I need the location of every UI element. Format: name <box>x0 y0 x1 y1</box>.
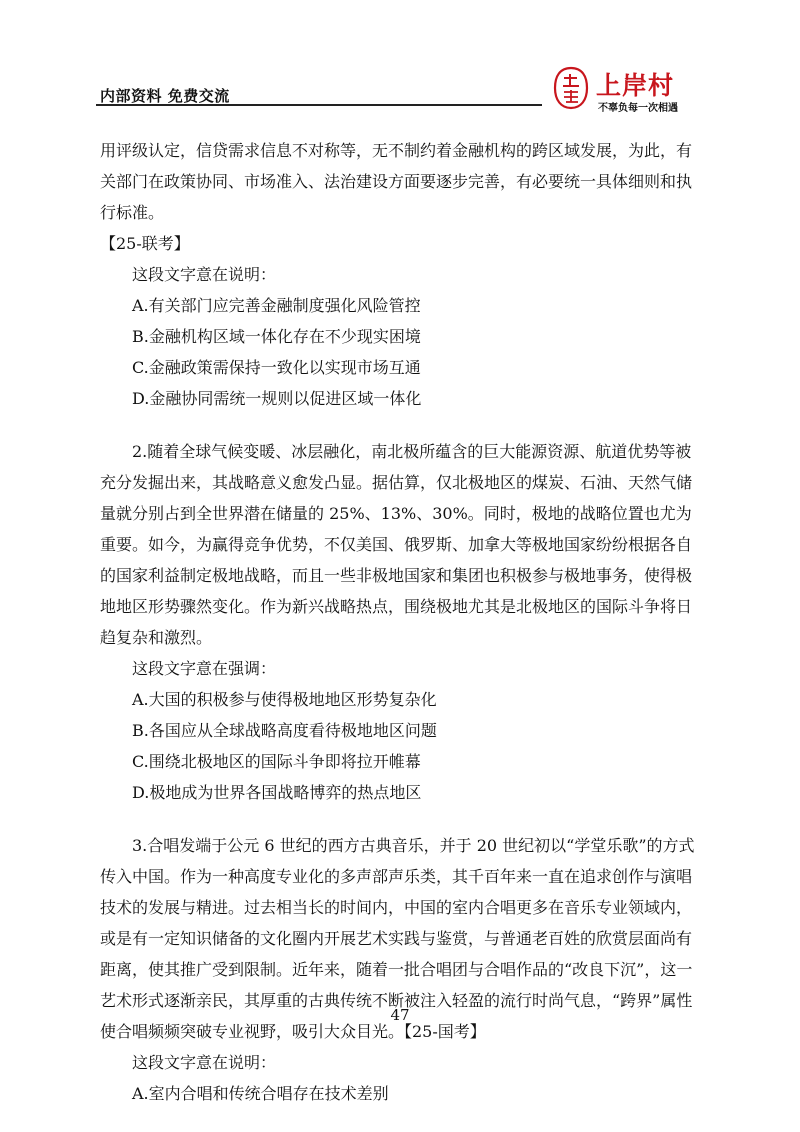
logo-slogan: 不辜负每一次相遇 <box>598 103 678 114</box>
passage-2-text: 2.随着全球气候变暖、冰层融化，南北极所蕴含的巨大能源资源、航道优势等被充分发掘出来，其战略意义愈发凸显。据估算，仅北极地区的煤炭、石油、天然气储量就分别占到全世界潜在储量的 25%、13%、30%。同时，极地的战略位置也尤为重要。如今，为赢得竞争优势，不仅美国、俄罗斯、加拿大等极地国家纷纷根据各自的国家利益制定极地战略，而且一些非极地国家和集团也积极参与极地事务，使得极地地区形势骤然变化。作为新兴战略热点，围绕极地尤其是北极地区的国际斗争将日趋复杂和激烈。 <box>100 442 693 647</box>
passage-2-option-d: D.极地成为世界各国战略博弈的热点地区 <box>132 783 422 802</box>
section-gap <box>100 808 706 830</box>
passage-1-option-d: D.金融协同需统一规则以促进区域一体化 <box>132 389 422 408</box>
header-rule <box>96 104 542 106</box>
page-number: 47 <box>390 1006 410 1024</box>
passage-2-option-c: C.围绕北极地区的国际斗争即将拉开帷幕 <box>132 752 421 771</box>
passage-2-option-a: A.大国的积极参与使得极地地区形势复杂化 <box>132 690 437 709</box>
passage-1-option-b: B.金融机构区域一体化存在不少现实困境 <box>132 327 421 346</box>
logo-name: 上岸村 <box>596 71 675 100</box>
passage-3-question: 这段文字意在说明： <box>132 1053 277 1072</box>
passage-1-option-a: A.有关部门应完善金融制度强化风险管控 <box>132 296 421 315</box>
passage-1-option-c: C.金融政策需保持一致化以实现市场互通 <box>132 358 421 377</box>
passage-2-question: 这段文字意在强调： <box>132 659 277 678</box>
passage-3-option-a: A.室内合唱和传统合唱存在技术差别 <box>132 1084 389 1103</box>
logo <box>552 66 712 116</box>
passage-1-question: 这段文字意在说明： <box>132 265 277 284</box>
passage-1-text: 用评级认定，信贷需求信息不对称等，无不制约着金融机构的跨区域发展，为此，有关部门在政策协同、市场准入、法治建设方面要逐步完善，有必要统一具体细则和执行标准。 <box>100 141 693 222</box>
logo-seal-icon <box>552 66 590 110</box>
header-label: 内部资料 免费交流 <box>100 87 230 105</box>
document-body <box>100 135 706 1109</box>
passage-2-option-b: B.各国应从全球战略高度看待极地地区问题 <box>132 721 437 740</box>
passage-1-source: 【25-联考】 <box>100 234 190 253</box>
passage-3-text: 3.合唱发端于公元 6 世纪的西方古典音乐，并于 20 世纪初以“学堂乐歌”的方式传入中国。作为一种高度专业化的多声部声乐类，其千百年来一直在追求创作与演唱技术的发展与精进。过去相当长的时间内，中国的室内合唱更多在音乐专业领域内，或是有一定知识储备的文化圈内开展艺术实践与鉴赏，与普通老百姓的欣赏层面尚有距离，使其推广受到限制。近年来，随着一批合唱团与合唱作品的“改良下沉”，这一艺术形式逐渐亲民，其厚重的古典传统不断被注入轻盈的流行时尚气息，“跨界”属性使合唱频频突破专业视野，吸引大众目光。【25-国考】 <box>100 836 695 1041</box>
section-gap <box>100 414 706 436</box>
